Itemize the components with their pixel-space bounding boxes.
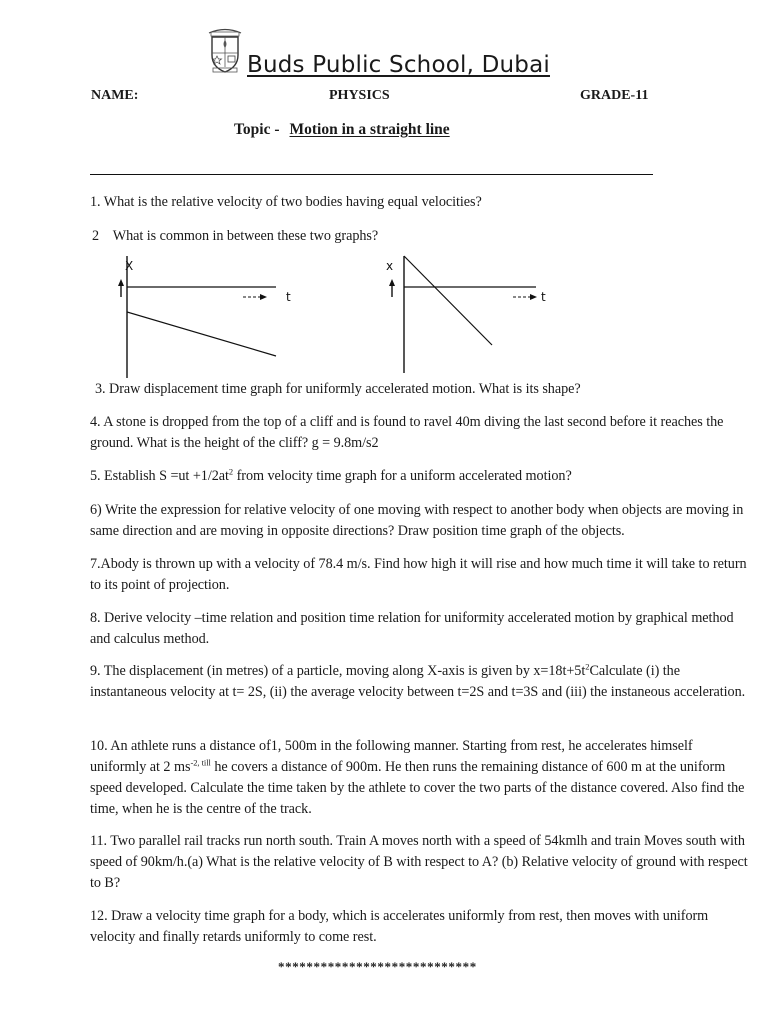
question-5-text-a: 5. Establish S =ut +1/2at [90, 468, 229, 484]
question-7: 7.Abody is thrown up with a velocity of 78.4 m/s. Find how high it will rise and how much time it will take to return to its point of projection. [90, 556, 747, 593]
left-graph-line [127, 312, 276, 356]
question-9 [90, 661, 750, 703]
question-5 [90, 466, 750, 487]
question-4: 4. A stone is dropped from the top of a cliff and is found to ravel 40m diving the last second before it reaches the ground. What is the height of the cliff? g = 9.8m/s2 [90, 414, 724, 451]
right-graph [386, 256, 546, 373]
left-graph [118, 256, 291, 378]
question-2: 2 What is common in between these two graphs? [92, 228, 379, 244]
question-11: 11. Two parallel rail tracks run north south. Train A moves north with a speed of 54kmlh and train Moves south with speed of 90km/h.(a) What is the relative velocity of B with respect to A? (b) Relative velocity of ground with respect to B? [90, 833, 748, 891]
question-10-text-b: he covers a distance of 900m. He then runs the remaining distance of 600 m at the uniform speed developed. Calculate the time taken by the athlete to cover the two parts of the distance covered. Also find the time, when he is the centre of the track. [90, 759, 745, 817]
question-1: 1. What is the relative velocity of two bodies having equal velocities? [90, 194, 482, 210]
header-divider [90, 174, 653, 175]
question-8: 8. Derive velocity –time relation and position time relation for uniformity accelerated motion by graphical method and calculus method. [90, 610, 734, 647]
question-12: 12. Draw a velocity time graph for a body, which is accelerates uniformly from rest, then moves with uniform velocity and finally retards uniformly to come rest. [90, 908, 709, 945]
right-graph-line [404, 256, 492, 345]
right-y-arrow-head [389, 279, 395, 286]
left-x-label: t [286, 290, 291, 304]
topic-label: Topic - [234, 121, 280, 138]
question-9-text-a: 9. The displacement (in metres) of a particle, moving along X-axis is given by x=18t+5t [90, 663, 586, 679]
right-t-arrow-head [530, 294, 537, 300]
school-name: Buds Public School, Dubai [247, 52, 550, 78]
question-10-text-a: 10. An athlete runs a distance of1, 500m in the following manner. Starting from rest, he accelerates himself uniformly at 2 ms [90, 738, 693, 775]
right-y-label: x [386, 259, 394, 273]
question-5-text-b: from velocity time graph for a uniform accelerated motion? [233, 468, 572, 484]
subject-label: PHYSICS [329, 88, 390, 103]
name-label: NAME: [91, 88, 139, 103]
right-x-label: t [541, 290, 546, 304]
question-10-exponent: -2, till [190, 757, 211, 768]
question-9-exponent: 2 [585, 661, 590, 672]
question-9-text-b: Calculate (i) the instantaneous velocity at t= 2S, (ii) the average velocity between t=2S and t=3S and (iii) the instaneous acceleration. [90, 663, 746, 700]
question-5-exponent: 2 [228, 466, 234, 477]
question-6: 6) Write the expression for relative velocity of one moving with respect to another body when objects are moving in same direction and are moving in opposite directions? Draw position time graph of the objects. [90, 502, 744, 539]
school-crest-logo [205, 27, 245, 75]
topic-line [234, 121, 450, 139]
left-y-arrow-head [118, 279, 124, 286]
topic-value: Motion in a straight line [289, 121, 450, 138]
left-y-label: X [125, 259, 134, 273]
question-2-graphs [100, 250, 560, 380]
left-t-arrow-head [260, 294, 267, 300]
grade-label: GRADE-11 [580, 88, 649, 103]
question-10 [90, 736, 750, 820]
question-3: 3. Draw displacement time graph for uniformly accelerated motion. What is its shape? [95, 381, 581, 397]
footer-stars: **************************** [278, 959, 477, 974]
